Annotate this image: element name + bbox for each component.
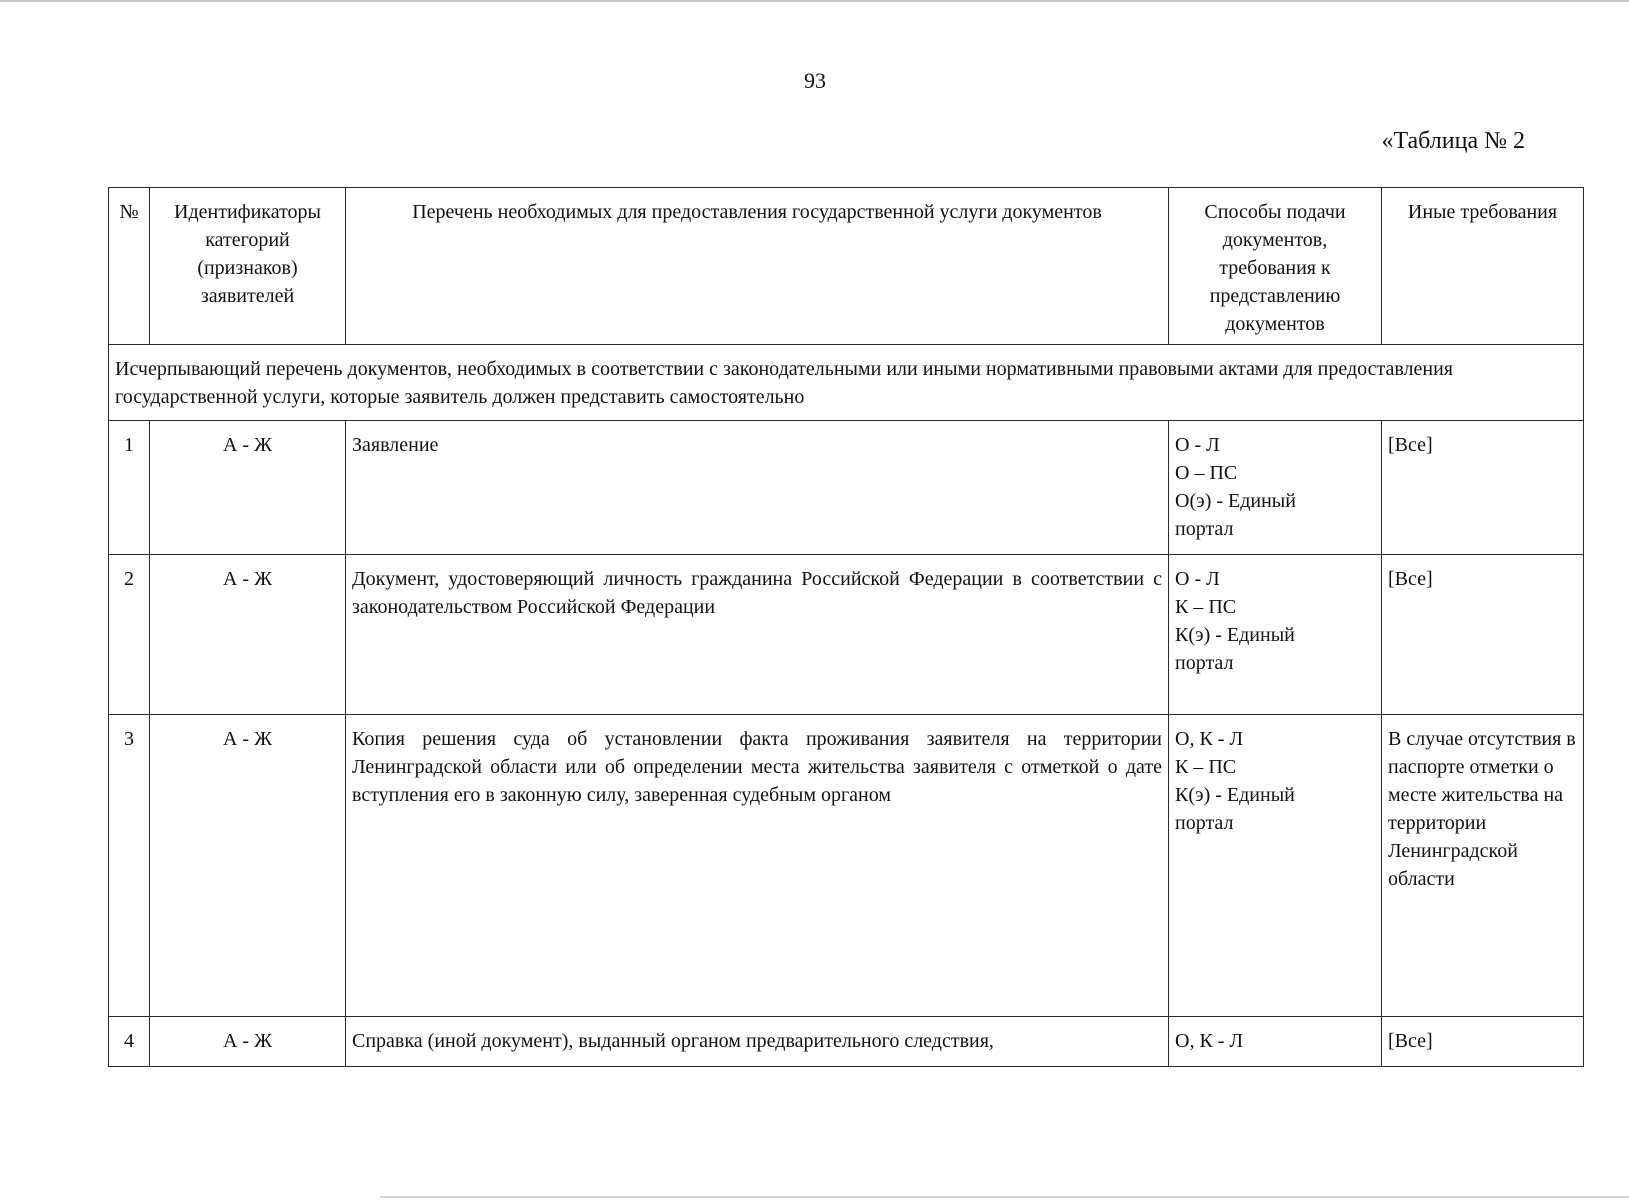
table-caption: «Таблица № 2 <box>1381 128 1525 154</box>
table-row <box>109 715 1584 1017</box>
row-number: 3 <box>109 715 150 1017</box>
method-line: О(э) - Единый <box>1175 490 1296 512</box>
method-line: О, К - Л <box>1175 728 1244 750</box>
row-document: Документ, удостоверяющий личность гражданина Российской Федерации в соответствии с законодательством Российской Федерации <box>346 555 1169 715</box>
row-document: Справка (иной документ), выданный органом предварительного следствия, <box>346 1017 1169 1067</box>
method-line: О, К - Л <box>1175 1030 1244 1052</box>
header-categories: Идентификаторы категорий (признаков) заявителей <box>150 188 346 345</box>
method-line: портал <box>1175 652 1234 674</box>
header-submission-methods: Способы подачи документов, требования к представлению документов <box>1169 188 1382 345</box>
row-other-requirements: В случае отсутствия в паспорте отметки о месте жительства на территории Ленинградской области <box>1382 715 1584 1017</box>
row-other-requirements: [Все] <box>1382 421 1584 555</box>
method-line: К(э) - Единый <box>1175 624 1295 646</box>
method-line: К – ПС <box>1175 756 1237 778</box>
table-row <box>109 421 1584 555</box>
method-line: О – ПС <box>1175 462 1238 484</box>
header-number: № <box>109 188 150 345</box>
page-number: 93 <box>804 68 826 93</box>
method-line: К – ПС <box>1175 596 1237 618</box>
header-other-requirements: Иные требования <box>1382 188 1584 345</box>
row-submission-methods <box>1169 421 1382 555</box>
row-categories: А - Ж <box>150 1017 346 1067</box>
row-other-requirements: [Все] <box>1382 555 1584 715</box>
row-number: 1 <box>109 421 150 555</box>
section-row <box>109 345 1584 421</box>
method-line: О - Л <box>1175 568 1220 590</box>
table-row <box>109 555 1584 715</box>
row-submission-methods <box>1169 715 1382 1017</box>
row-submission-methods <box>1169 1017 1382 1067</box>
header-documents: Перечень необходимых для предоставления государственной услуги документов <box>346 188 1169 345</box>
row-categories: А - Ж <box>150 421 346 555</box>
method-line: К(э) - Единый <box>1175 784 1295 806</box>
row-document: Заявление <box>346 421 1169 555</box>
row-other-requirements: [Все] <box>1382 1017 1584 1067</box>
header-row <box>109 188 1584 345</box>
row-number: 2 <box>109 555 150 715</box>
row-number: 4 <box>109 1017 150 1067</box>
method-line: О - Л <box>1175 434 1220 456</box>
documents-table <box>108 187 1584 1067</box>
scan-edge-top <box>0 0 1629 2</box>
method-line: портал <box>1175 518 1234 540</box>
section-title: Исчерпывающий перечень документов, необходимых в соответствии с законодательными или иными нормативными правовыми актами для предоставления государственной услуги, которые заявитель должен представить самостоятельно <box>109 345 1584 421</box>
method-line: портал <box>1175 812 1234 834</box>
table-row <box>109 1017 1584 1067</box>
row-categories: А - Ж <box>150 715 346 1017</box>
row-document: Копия решения суда об установлении факта проживания заявителя на территории Ленинградской области или об определении места жительства заявителя с отметкой о дате вступления его в законную силу, заверенная судебным органом <box>346 715 1169 1017</box>
scan-edge-bottom <box>380 1196 1629 1198</box>
row-categories: А - Ж <box>150 555 346 715</box>
row-submission-methods <box>1169 555 1382 715</box>
